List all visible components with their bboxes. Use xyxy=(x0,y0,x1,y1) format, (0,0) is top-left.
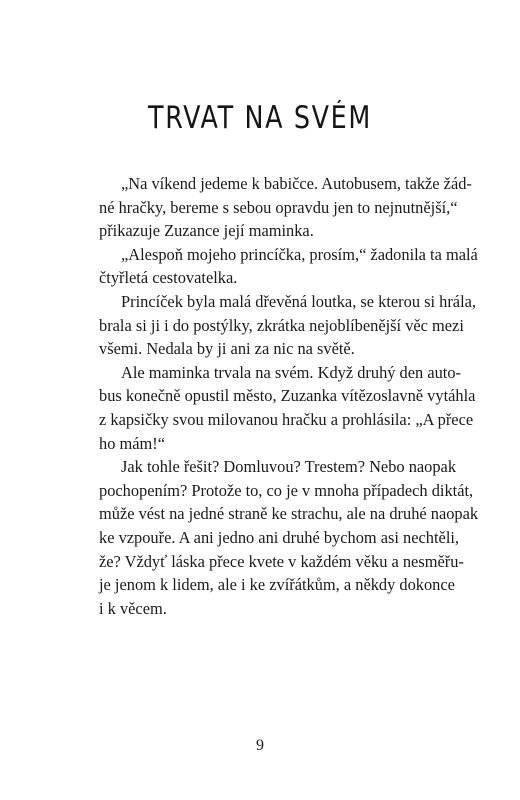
text-line: ke vzpouře. A ani jedno ani druhé bychom asi nechtěli, xyxy=(99,527,460,547)
paragraph xyxy=(77,455,479,620)
paragraph xyxy=(77,243,478,290)
text-line: Ale maminka trvala na svém. Když druhý den auto- xyxy=(121,362,462,382)
text-line: čtyřletá cestovatelka. xyxy=(99,268,238,288)
text-line: pochopením? Protože to, co je v mnoha případech diktát, xyxy=(99,480,474,500)
text-line: né hračky, bereme s sebou opravdu jen to nejnutnější,“ xyxy=(99,197,458,217)
body-text xyxy=(77,172,479,620)
text-line: brala si ji i do postýlky, zkrátka nejoblíbenější věc mezi xyxy=(99,315,464,335)
paragraph xyxy=(77,290,476,361)
text-line: i k věcem. xyxy=(99,598,167,618)
text-line: „Na víkend jedeme k babičce. Autobusem, takže žád- xyxy=(121,174,472,193)
text-line: ho mám!“ xyxy=(99,433,165,453)
text-line: z kapsičky svou milovanou hračku a prohlásila: „A přece xyxy=(99,409,474,429)
paragraph xyxy=(77,172,472,243)
text-line: že? Vždyť láska přece kvete v každém věku a nesměřu- xyxy=(99,551,464,571)
text-line: Jak tohle řešit? Domluvou? Trestem? Nebo naopak xyxy=(121,457,457,477)
text-line: může vést na jedné straně ke strachu, ale na druhé naopak xyxy=(99,504,479,524)
text-line: je jenom k lidem, ale i ke zvířátkům, a někdy dokonce xyxy=(99,575,455,595)
text-line: „Alespoň mojeho princíčka, prosím,“ žadonila ta malá xyxy=(121,244,478,264)
paragraph xyxy=(77,361,476,455)
text-line: bus konečně opustil město, Zuzanka vítězoslavně vytáhla xyxy=(99,386,476,406)
text-line: všemi. Nedala by ji ani za nic na světě. xyxy=(99,339,355,359)
text-line: přikazuje Zuzance její maminka. xyxy=(99,221,314,241)
page-number: 9 xyxy=(256,737,264,754)
text-line: Princíček byla malá dřevěná loutka, se kterou si hrála, xyxy=(121,291,476,311)
chapter-title: TRVAT NA SVÉM xyxy=(148,100,372,136)
